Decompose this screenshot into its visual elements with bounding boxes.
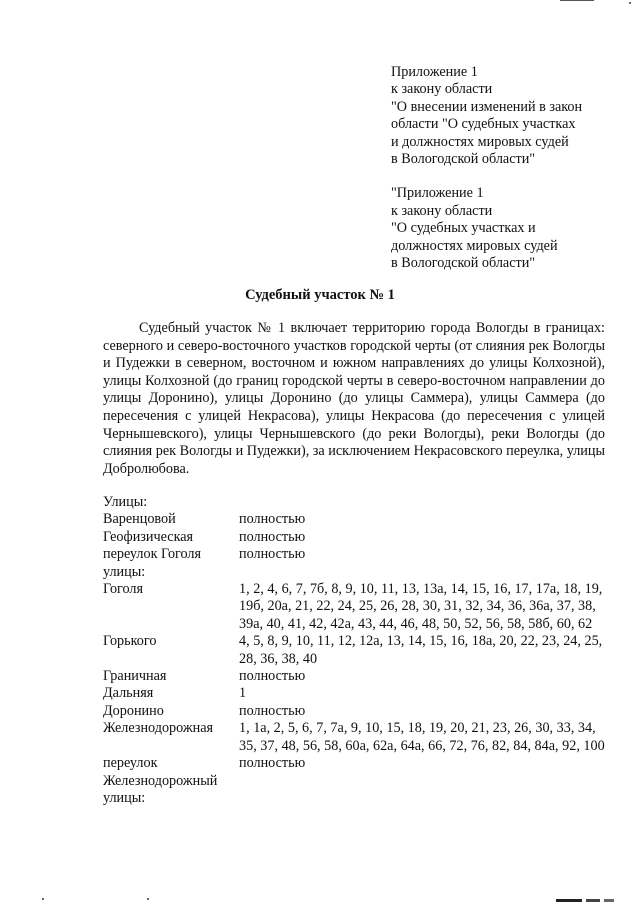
list-item	[103, 720, 613, 755]
appendix-line: Приложение 1	[391, 64, 478, 80]
street-name: переулок Железнодорожный	[103, 755, 218, 789]
appendix-line: должностях мировых судей	[391, 237, 558, 254]
appendix-line: к закону области	[391, 202, 493, 219]
street-name: Гоголя	[103, 581, 144, 598]
appendix-line: к закону области	[391, 81, 493, 98]
street-houses: полностью	[239, 511, 306, 528]
street-houses: 1, 1а, 2, 5, 6, 7, 7а, 9, 10, 15, 18, 19, 20, 21, 23, 26, 30, 33, 34, 35, 37, 48, 56, 58, 60а, 62а, 64а, 66, 72, 76, 82, 84, 84а, 92, 100	[239, 720, 605, 754]
appendix-line: "Приложение 1	[391, 185, 484, 202]
street-houses: полностью	[239, 528, 306, 545]
list-item	[103, 546, 613, 563]
scan-artifact	[42, 898, 44, 900]
street-houses: полностью	[239, 668, 306, 685]
list-item	[103, 564, 613, 581]
street-name: Варенцовой	[103, 511, 176, 528]
description-paragraph: Судебный участок № 1 включает территорию города Вологды в границах: северного и северо-восточного участков городской черты (от слияния рек Вологды и Пудежки в северном, восточном и южном направлениях до улицы Колхозной), улицы Колхозной (до границ городской черты в северо-восточном направлении до улицы Доронино), улицы Доронино (до улицы Саммера), улицы Саммера (до пересечения с улицей Некрасова), улицы Некрасова (до пересечения с улицей Чернышевского), улицы Чернышевского (до реки Вологды), реки Вологды (до слияния рек Вологды и Пудежки), за исключением Некрасовского переулка, улицы Добролюбова.	[103, 320, 605, 477]
list-item	[103, 790, 613, 807]
appendix-line: в Вологодской области"	[391, 255, 536, 272]
appendix-line: "О внесении изменений в закон	[391, 98, 583, 115]
scan-artifact	[560, 0, 594, 1]
scan-artifact	[586, 899, 600, 902]
list-item	[103, 633, 613, 668]
scan-artifact	[556, 899, 582, 902]
street-houses: полностью	[239, 546, 306, 563]
street-houses	[239, 790, 613, 807]
street-houses	[239, 494, 613, 511]
list-item	[103, 581, 613, 633]
street-name: Железнодорожная	[103, 720, 214, 737]
list-item	[103, 703, 613, 720]
street-name: Доронино	[103, 702, 164, 719]
street-name: улицы:	[103, 563, 146, 580]
list-item	[103, 755, 613, 790]
street-name: переулок Гоголя	[103, 546, 202, 563]
appendix-line: "О судебных участках и	[391, 220, 536, 237]
list-item	[103, 685, 613, 702]
street-name: Дальняя	[103, 685, 154, 702]
appendix-header	[391, 64, 631, 272]
street-houses: 1	[239, 685, 247, 702]
street-houses	[239, 564, 613, 581]
scan-artifact	[629, 2, 631, 4]
street-list	[103, 494, 613, 807]
list-item	[103, 494, 613, 511]
appendix-line: области "О судебных участках	[391, 116, 576, 133]
list-item	[103, 668, 613, 685]
scan-artifact	[604, 899, 614, 902]
street-houses: полностью	[239, 702, 306, 719]
list-item	[103, 529, 613, 546]
street-houses: 4, 5, 8, 9, 10, 11, 12, 12а, 13, 14, 15, 16, 18а, 20, 22, 23, 24, 25, 28, 36, 38, 40	[239, 633, 603, 667]
list-item	[103, 511, 613, 528]
street-name: улицы:	[103, 789, 146, 806]
street-name: Граничная	[103, 668, 167, 685]
street-name: Геофизическая	[103, 528, 194, 545]
scan-artifact	[147, 898, 149, 900]
section-heading: Судебный участок № 1	[245, 287, 395, 303]
street-name: Горького	[103, 633, 157, 650]
street-houses: полностью	[239, 755, 306, 772]
street-houses: 1, 2, 4, 6, 7, 7б, 8, 9, 10, 11, 13, 13а, 14, 15, 16, 17, 17а, 18, 19, 19б, 20а, 21, 22, 24, 25, 26, 28, 30, 31, 32, 34, 36, 36а, 37, 38, 39а, 40, 41, 42, 42а, 43, 44, 46, 48, 50, 52, 56, 58, 58б, 60, 62	[239, 581, 603, 632]
street-name: Улицы:	[103, 494, 148, 510]
appendix-line: и должностях мировых судей	[391, 133, 569, 150]
appendix-line: в Вологодской области"	[391, 151, 536, 168]
